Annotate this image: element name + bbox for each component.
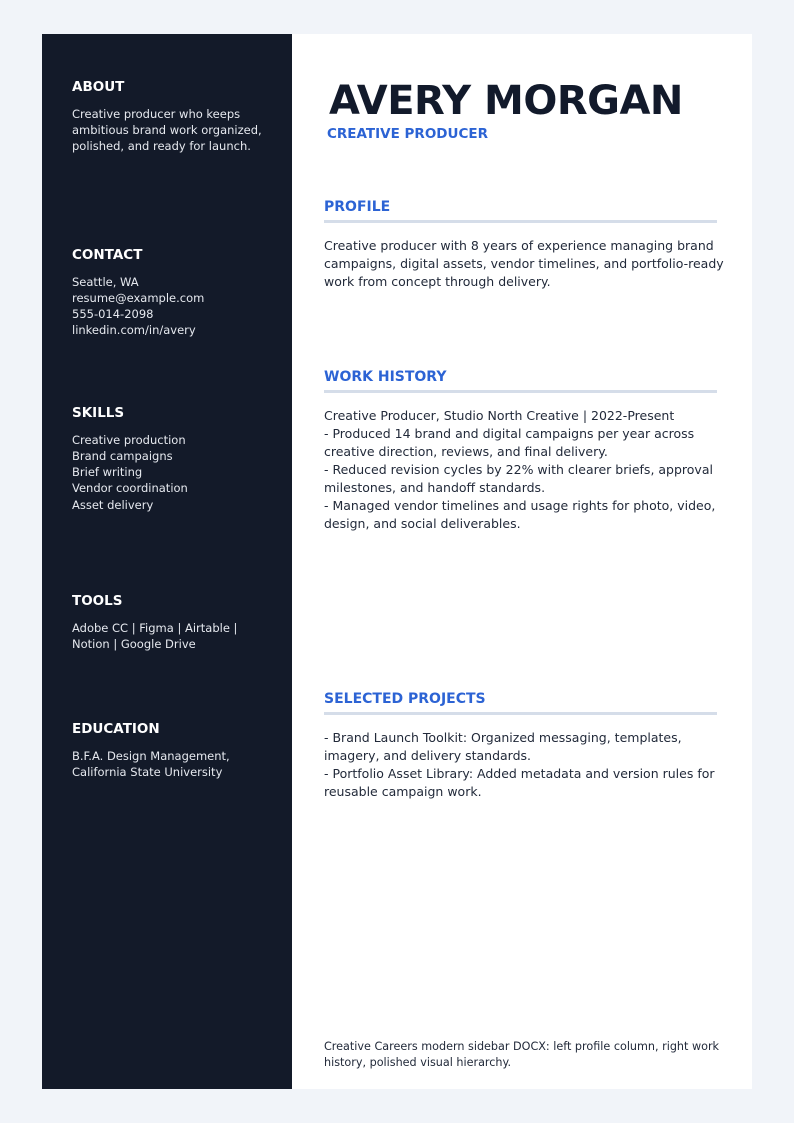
profile-line: campaigns, digital assets, vendor timelines, and portfolio-ready xyxy=(324,256,724,271)
work-history-job-title: Creative Producer, Studio North Creative | 2022-Present xyxy=(324,408,675,423)
footer-note-line: Creative Careers modern sidebar DOCX: left profile column, right work xyxy=(324,1040,720,1053)
skills-heading: SKILLS xyxy=(72,405,125,421)
sidebar xyxy=(42,34,292,1089)
profile-line: work from concept through delivery. xyxy=(324,274,551,289)
skill-item: Asset delivery xyxy=(72,497,154,512)
skill-item: Creative production xyxy=(72,432,186,447)
project-line: reusable campaign work. xyxy=(324,784,482,799)
footer-note xyxy=(324,1039,720,1071)
about-section xyxy=(72,81,267,154)
work-history-line: - Produced 14 brand and digital campaigns per year across xyxy=(324,426,695,441)
selected-projects-title: SELECTED PROJECTS xyxy=(324,692,717,715)
work-history-line: creative direction, reviews, and final delivery. xyxy=(324,444,608,459)
education-line: California State University xyxy=(72,764,223,779)
skills-section xyxy=(72,407,267,513)
footer-note-line: history, polished visual hierarchy. xyxy=(324,1056,512,1069)
work-history-line: - Managed vendor timelines and usage rights for photo, video, xyxy=(324,498,716,513)
about-text-line: Creative producer who keeps xyxy=(72,106,241,121)
skill-item: Brand campaigns xyxy=(72,448,173,463)
candidate-name: AVERY MORGAN xyxy=(329,78,683,124)
skill-item: Brief writing xyxy=(72,465,143,480)
about-heading: ABOUT xyxy=(72,79,125,95)
main-column xyxy=(324,34,724,1089)
contact-heading: CONTACT xyxy=(72,247,143,263)
education-heading: EDUCATION xyxy=(72,721,160,737)
about-text-line: polished, and ready for launch. xyxy=(72,139,251,154)
profile-line: Creative producer with 8 years of experience managing brand xyxy=(324,238,714,253)
tools-heading: TOOLS xyxy=(72,593,123,609)
resume-page xyxy=(42,34,752,1089)
about-text-line: ambitious brand work organized, xyxy=(72,122,262,137)
work-history-line: design, and social deliverables. xyxy=(324,516,521,531)
project-line: imagery, and delivery standards. xyxy=(324,748,532,763)
contact-location: Seattle, WA xyxy=(72,274,139,289)
education-line: B.F.A. Design Management, xyxy=(72,748,230,763)
skill-item: Vendor coordination xyxy=(72,481,188,496)
work-history-line: milestones, and handoff standards. xyxy=(324,480,546,495)
selected-projects-section xyxy=(324,692,717,801)
tools-section xyxy=(72,595,267,652)
tools-line: Notion | Google Drive xyxy=(72,636,196,651)
contact-phone: 555-014-2098 xyxy=(72,307,154,322)
tools-line: Adobe CC | Figma | Airtable | xyxy=(72,620,238,635)
work-history-title: WORK HISTORY xyxy=(324,370,717,393)
project-line: - Brand Launch Toolkit: Organized messaging, templates, xyxy=(324,730,682,745)
candidate-role: CREATIVE PRODUCER xyxy=(327,126,488,142)
work-history-line: - Reduced revision cycles by 22% with clearer briefs, approval xyxy=(324,462,713,477)
contact-linkedin: linkedin.com/in/avery xyxy=(72,323,196,338)
education-section xyxy=(72,723,267,780)
profile-title: PROFILE xyxy=(324,200,717,223)
contact-section xyxy=(72,249,267,339)
project-line: - Portfolio Asset Library: Added metadata and version rules for xyxy=(324,766,715,781)
work-history-section xyxy=(324,370,717,533)
contact-email: resume@example.com xyxy=(72,290,205,305)
profile-section xyxy=(324,199,724,291)
